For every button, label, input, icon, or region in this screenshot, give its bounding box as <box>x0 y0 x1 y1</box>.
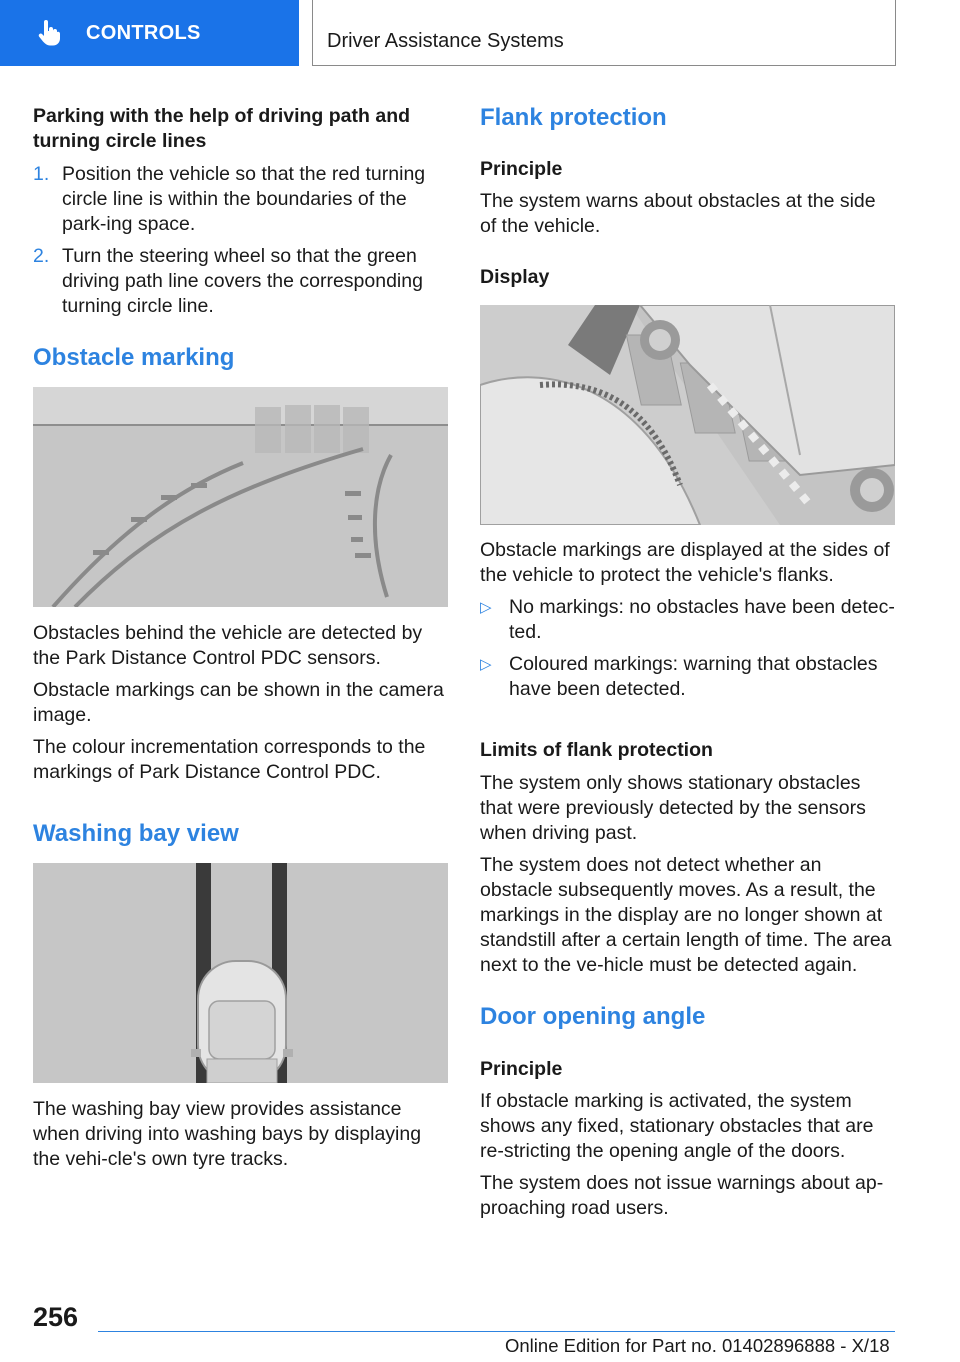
triangle-bullet-icon: ▷ <box>480 656 492 673</box>
washing-bay-figure <box>33 863 448 1083</box>
step-text: Turn the steering wheel so that the green driving path line covers the corresponding turning circle line. <box>62 245 423 317</box>
limits-para: The system does not detect whether an obstacle subsequently moves. As a result, the markings in the display are no longer shown at standstill after a certain length of time. The area next to the ve-hicle must be detected again. <box>480 854 892 976</box>
parking-heading: Parking with the help of driving path and turning circle lines <box>33 105 411 152</box>
step-number: 1. <box>33 163 50 185</box>
washing-bay-para: The washing bay view provides assistance when driving into washing bays by displaying the vehi-cle's own tyre tracks. <box>33 1098 422 1170</box>
principle-text: The system warns about obstacles at the side of the vehicle. <box>480 190 876 237</box>
principle-label: Principle <box>480 158 563 180</box>
edition-text: Online Edition for Part no. 01402896888 - X/18 <box>505 1335 890 1356</box>
bullet-item <box>480 652 896 702</box>
flank-protection-figure <box>480 305 895 525</box>
section-tab[interactable] <box>0 0 299 66</box>
flank-protection-heading: Flank protection <box>480 104 667 131</box>
triangle-bullet-icon: ▷ <box>480 599 492 616</box>
bullet-item <box>480 595 896 645</box>
step-text: Position the vehicle so that the red turning circle line is within the boundaries of the park-ing space. <box>62 163 426 235</box>
page-number: 256 <box>33 1302 79 1332</box>
display-text: Obstacle markings are displayed at the sides of the vehicle to protect the vehicle's flanks. <box>480 539 890 586</box>
chapter-title: Driver Assistance Systems <box>327 30 564 52</box>
door-principle-label: Principle <box>480 1058 563 1080</box>
pointing-hand-icon <box>38 20 62 46</box>
footer-rule <box>98 1331 895 1332</box>
step-item <box>33 162 448 237</box>
section-label: CONTROLS <box>86 21 201 44</box>
obstacle-marking-figure <box>33 387 448 607</box>
display-label: Display <box>480 266 550 288</box>
obstacle-para: Obstacles behind the vehicle are detected by the Park Distance Control PDC sensors. <box>33 622 423 669</box>
obstacle-para: Obstacle markings can be shown in the camera image. <box>33 679 444 726</box>
obstacle-marking-heading: Obstacle marking <box>33 344 235 371</box>
limits-label: Limits of flank protection <box>480 739 713 761</box>
washing-bay-heading: Washing bay view <box>33 820 239 847</box>
obstacle-para: The colour incrementation corresponds to the markings of Park Distance Control PDC. <box>33 736 426 783</box>
step-item <box>33 244 448 319</box>
door-para: If obstacle marking is activated, the system shows any fixed, stationary obstacles that are re-stricting the opening angle of the doors. <box>480 1090 874 1162</box>
chapter-title-box <box>312 0 896 66</box>
bullet-text: No markings: no obstacles have been detec-ted. <box>509 596 895 643</box>
door-para: The system does not issue warnings about ap-proaching road users. <box>480 1172 884 1219</box>
bullet-text: Coloured markings: warning that obstacles have been detected. <box>509 653 878 700</box>
limits-para: The system only shows stationary obstacles that were previously detected by the sensors when driving past. <box>480 772 866 844</box>
step-number: 2. <box>33 245 50 267</box>
door-opening-heading: Door opening angle <box>480 1003 706 1030</box>
